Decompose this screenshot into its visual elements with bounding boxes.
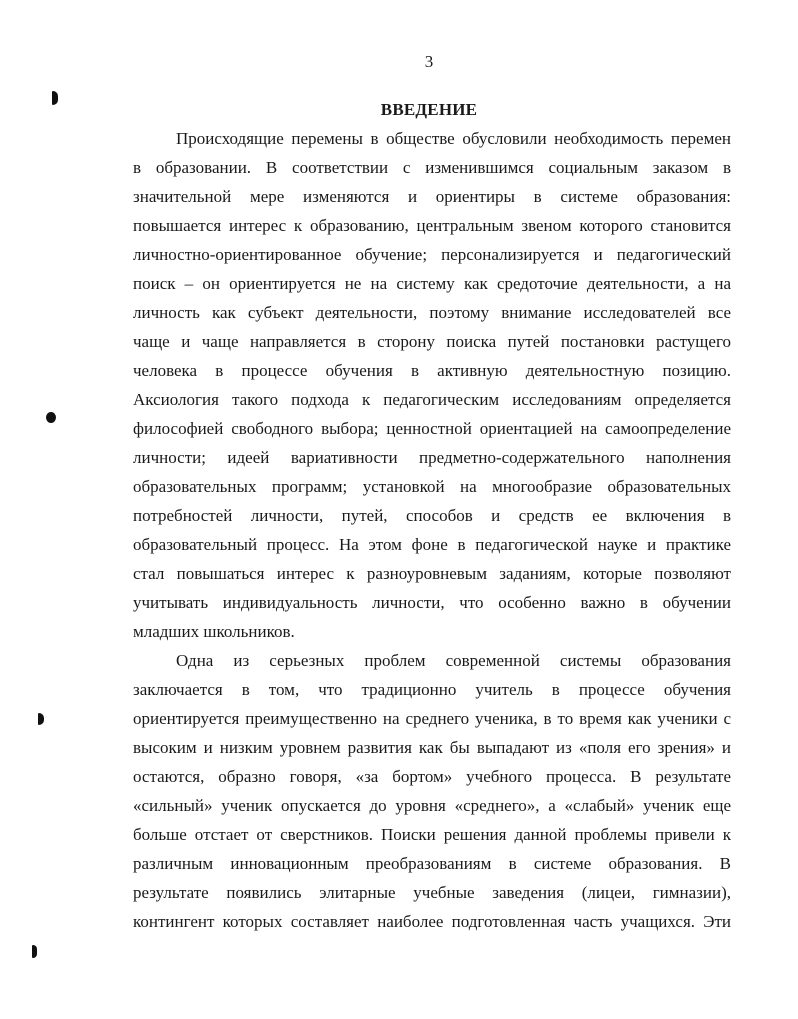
text-line: личности; идеей вариативности предметно-содержательного наполнения	[133, 448, 731, 467]
text-line: результате появились элитарные учебные заведения (лицеи, гимназии),	[133, 883, 731, 902]
text-line: учитывать индивидуальность личности, что особенно важно в обучении	[133, 593, 731, 612]
text-line: Происходящие перемены в обществе обусловили необходимость перемен	[176, 129, 731, 148]
text-line: Одна из серьезных проблем современной системы образования	[176, 651, 731, 670]
text-line: личность как субъект деятельности, поэтому внимание исследователей все	[133, 303, 731, 322]
text-line: контингент которых составляет наиболее подготовленная часть учащихся. Эти	[133, 912, 731, 931]
text-line: в образовании. В соответствии с изменившимся социальным заказом в	[133, 158, 731, 177]
scan-mark	[38, 713, 44, 725]
text-line: человека в процессе обучения в активную деятельностную позицию.	[133, 361, 731, 380]
text-line: заключается в том, что традиционно учитель в процессе обучения	[133, 680, 731, 699]
text-line: чаще и чаще направляется в сторону поиска путей постановки растущего	[133, 332, 731, 351]
page-number: 3	[424, 52, 434, 71]
text-line: потребностей личности, путей, способов и средств ее включения в	[133, 506, 731, 525]
scan-mark	[32, 945, 37, 958]
text-line: личностно-ориентированное обучение; персонализируется и педагогический	[133, 245, 731, 264]
text-line: Аксиология такого подхода к педагогическим исследованиям определяется	[133, 390, 731, 409]
text-line: младших школьников.	[133, 622, 295, 641]
text-line: образовательных программ; установкой на многообразие образовательных	[133, 477, 731, 496]
section-heading: ВВЕДЕНИЕ	[380, 100, 478, 119]
text-line: поиск – он ориентируется не на систему как средоточие деятельности, а на	[133, 274, 731, 293]
text-line: различным инновационным преобразованиям в системе образования. В	[133, 854, 731, 873]
text-line: высоким и низким уровнем развития как бы выпадают из «поля его зрения» и	[133, 738, 731, 757]
scan-mark	[46, 412, 56, 423]
text-line: больше отстает от сверстников. Поиски решения данной проблемы привели к	[133, 825, 731, 844]
text-line: образовательный процесс. На этом фоне в педагогической науке и практике	[133, 535, 731, 554]
text-line: философией свободного выбора; ценностной ориентацией на самоопределение	[133, 419, 731, 438]
text-line: ориентируется преимущественно на среднего ученика, в то время как ученики с	[133, 709, 731, 728]
text-line: значительной мере изменяются и ориентиры в системе образования:	[133, 187, 731, 206]
text-line: остаются, образно говоря, «за бортом» учебного процесса. В результате	[133, 767, 731, 786]
text-line: повышается интерес к образованию, центральным звеном которого становится	[133, 216, 731, 235]
text-line: стал повышаться интерес к разноуровневым заданиям, которые позволяют	[133, 564, 731, 583]
text-line: «сильный» ученик опускается до уровня «среднего», а «слабый» ученик еще	[133, 796, 731, 815]
